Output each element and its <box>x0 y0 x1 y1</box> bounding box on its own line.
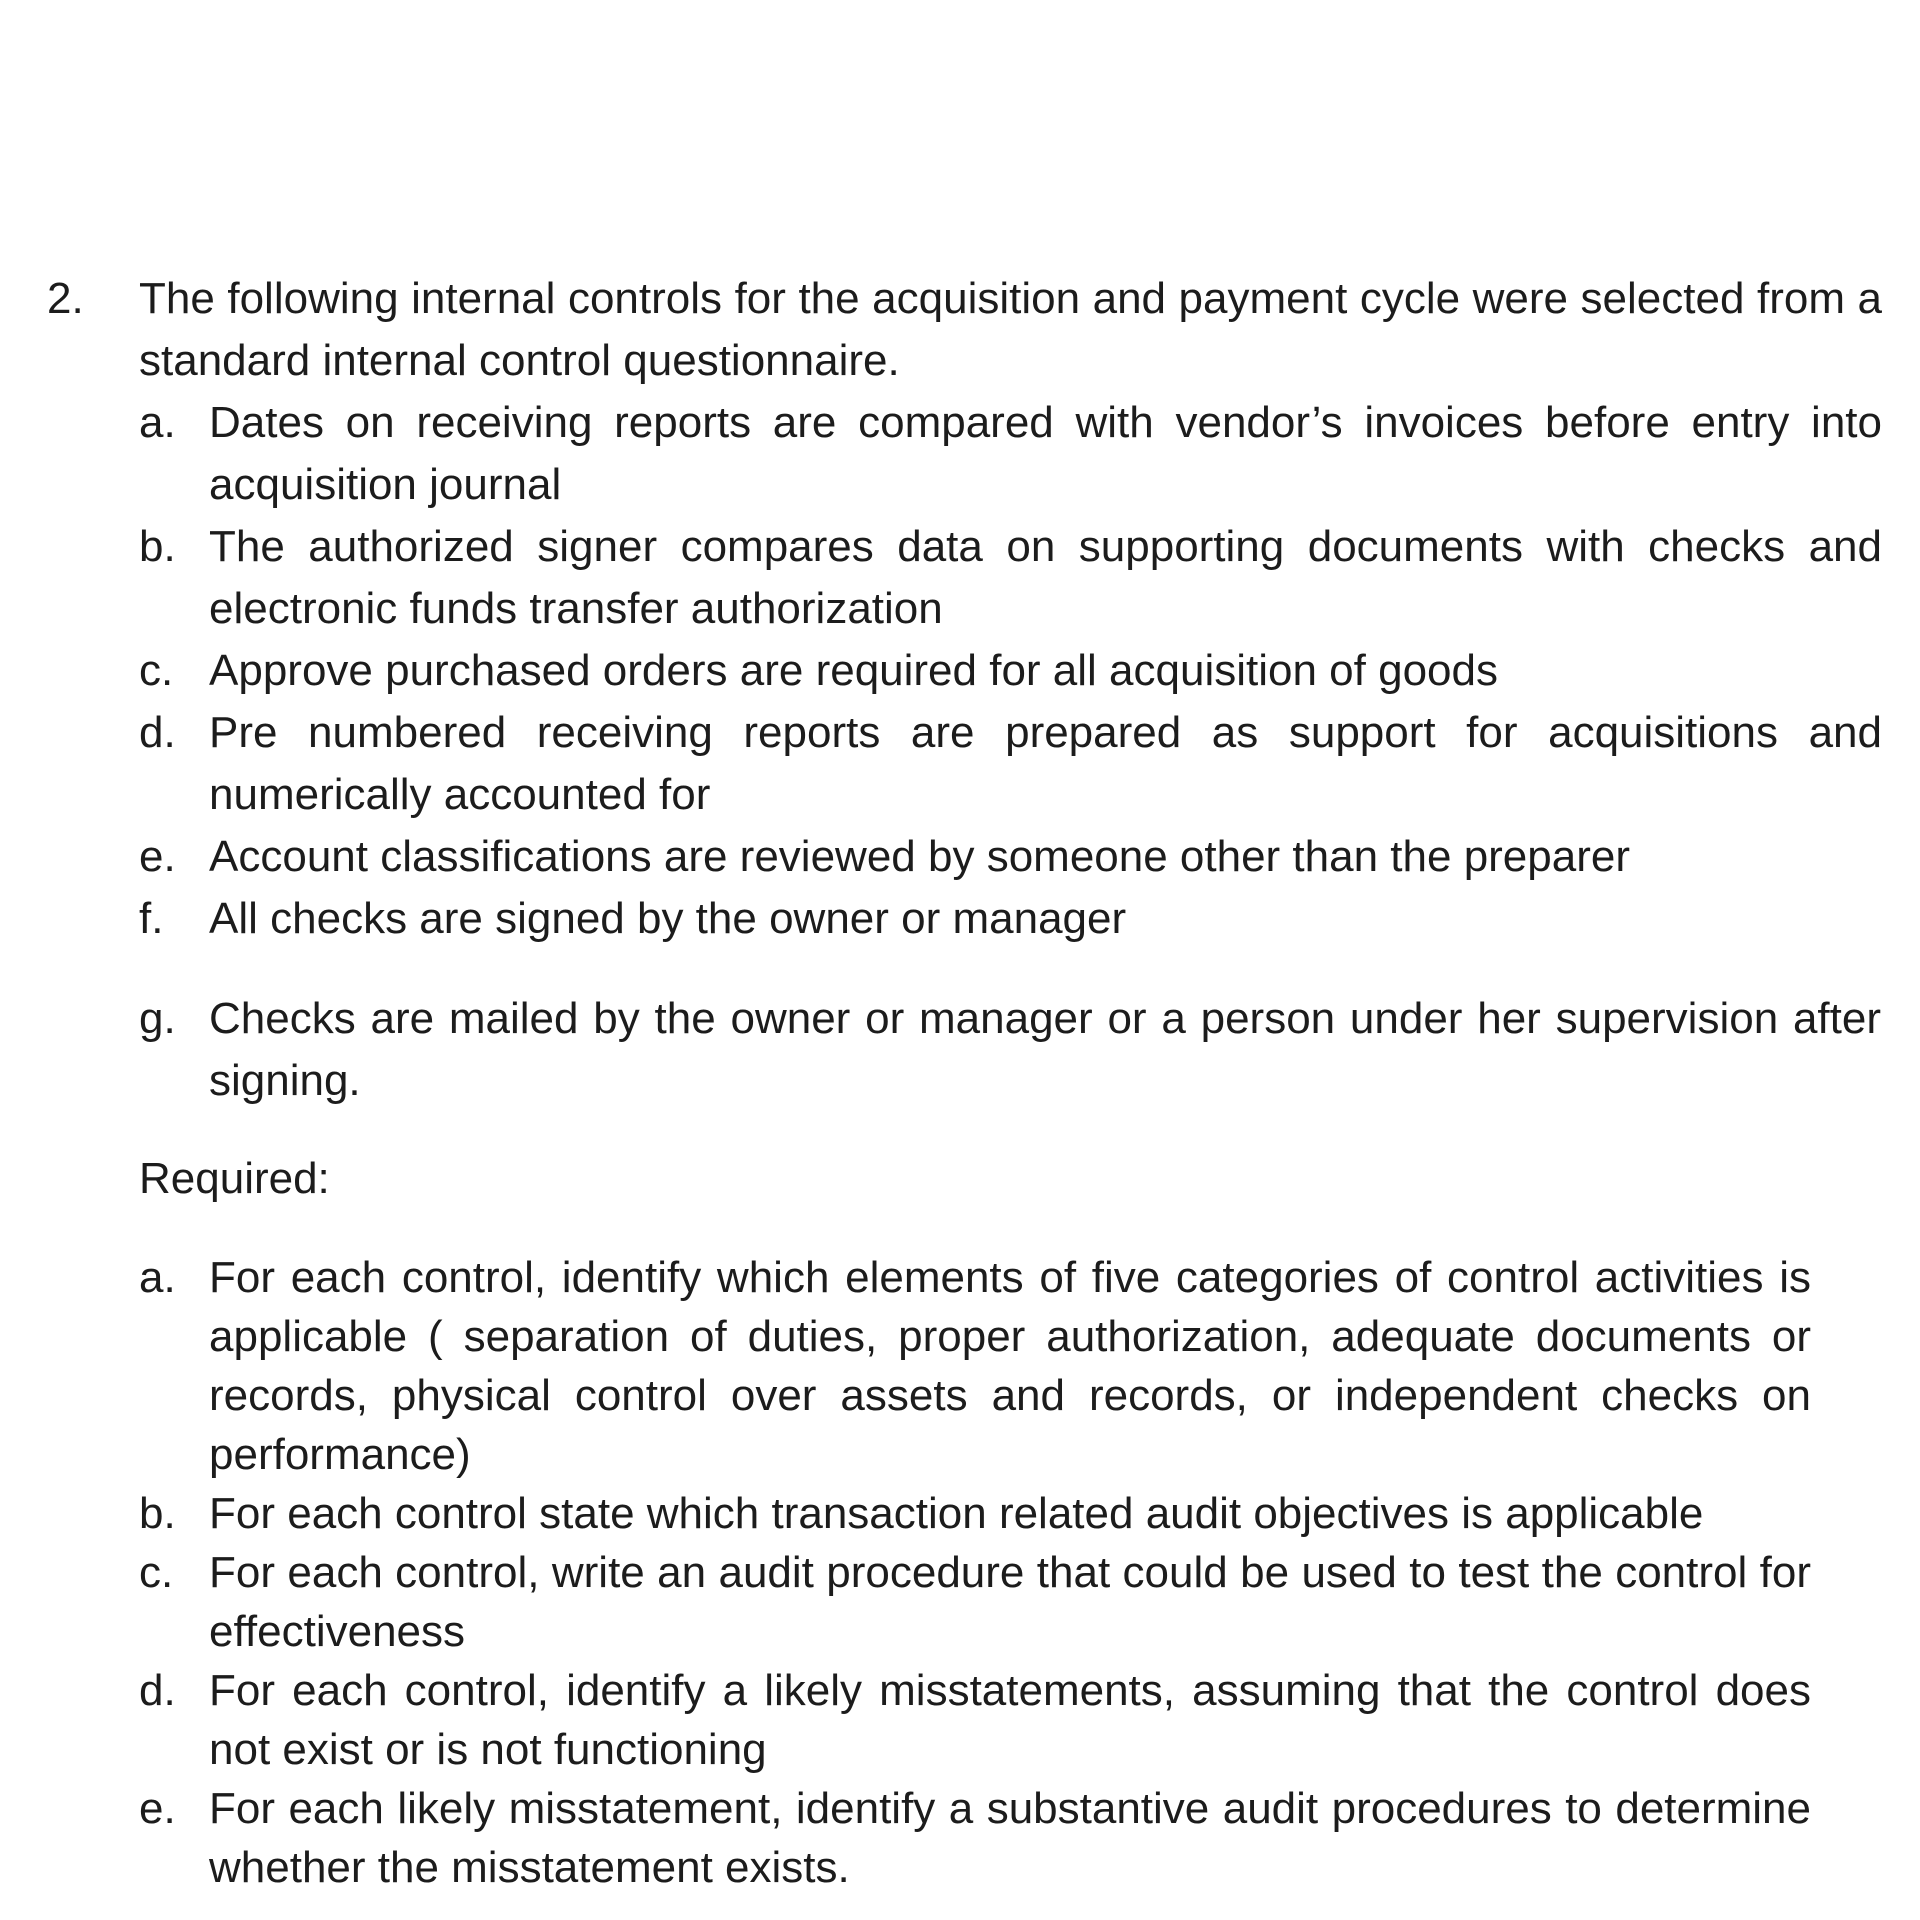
control-item-g <box>139 988 1881 1112</box>
control-item-f <box>139 888 1882 950</box>
requirement-text: For each control, write an audit procedure that could be used to test the control for effectiveness <box>209 1548 1811 1656</box>
control-item-a <box>139 392 1882 516</box>
control-marker: c. <box>139 646 174 695</box>
control-marker: d. <box>139 708 176 757</box>
control-marker: a. <box>139 398 176 447</box>
requirement-marker: b. <box>139 1489 176 1538</box>
controls-list <box>139 392 1882 1112</box>
control-item-d <box>139 702 1882 826</box>
control-text: The authorized signer compares data on supporting documents with checks and electronic funds transfer authorization <box>209 522 1882 633</box>
requirements-list <box>139 1248 1811 1897</box>
control-text: Pre numbered receiving reports are prepared as support for acquisitions and numerically accounted for <box>209 708 1882 819</box>
control-text: All checks are signed by the owner or manager <box>209 894 1127 943</box>
requirement-marker: d. <box>139 1666 176 1715</box>
requirement-text: For each likely misstatement, identify a substantive audit procedures to determine whether the misstatement exists. <box>209 1784 1811 1892</box>
requirement-marker: c. <box>139 1548 174 1597</box>
question-body <box>139 268 1882 1897</box>
control-item-e <box>139 826 1882 888</box>
control-item-c <box>139 640 1882 702</box>
control-item-b <box>139 516 1882 640</box>
requirement-text: For each control state which transaction related audit objectives is applicable <box>209 1489 1704 1538</box>
question-intro: The following internal controls for the acquisition and payment cycle were selected from a standard internal control questionnaire. <box>139 274 1882 385</box>
control-text: Dates on receiving reports are compared with vendor’s invoices before entry into acquisition journal <box>209 398 1882 509</box>
question-number: 2. <box>47 274 84 323</box>
requirement-text: For each control, identify a likely misstatements, assuming that the control does not exist or is not functioning <box>209 1666 1811 1774</box>
question-2 <box>47 268 1882 1897</box>
control-text: Approve purchased orders are required for all acquisition of goods <box>209 646 1498 695</box>
requirement-item-b <box>139 1484 1811 1543</box>
requirement-item-a <box>139 1248 1811 1484</box>
requirement-item-e <box>139 1779 1811 1897</box>
requirement-marker: a. <box>139 1253 176 1302</box>
control-marker: b. <box>139 522 176 571</box>
control-text: Checks are mailed by the owner or manager or a person under her supervision after signing. <box>209 994 1881 1105</box>
control-marker: g. <box>139 994 176 1043</box>
requirement-marker: e. <box>139 1784 176 1833</box>
requirement-text: For each control, identify which elements of five categories of control activities is applicable ( separation of duties, proper authorization, adequate documents or records, physical control over assets and records, or independent checks on performance) <box>209 1253 1811 1479</box>
requirement-item-c <box>139 1543 1811 1661</box>
required-heading: Required: <box>139 1154 330 1203</box>
control-marker: e. <box>139 832 176 881</box>
control-marker: f. <box>139 894 164 943</box>
control-text: Account classifications are reviewed by someone other than the preparer <box>209 832 1630 881</box>
requirement-item-d <box>139 1661 1811 1779</box>
